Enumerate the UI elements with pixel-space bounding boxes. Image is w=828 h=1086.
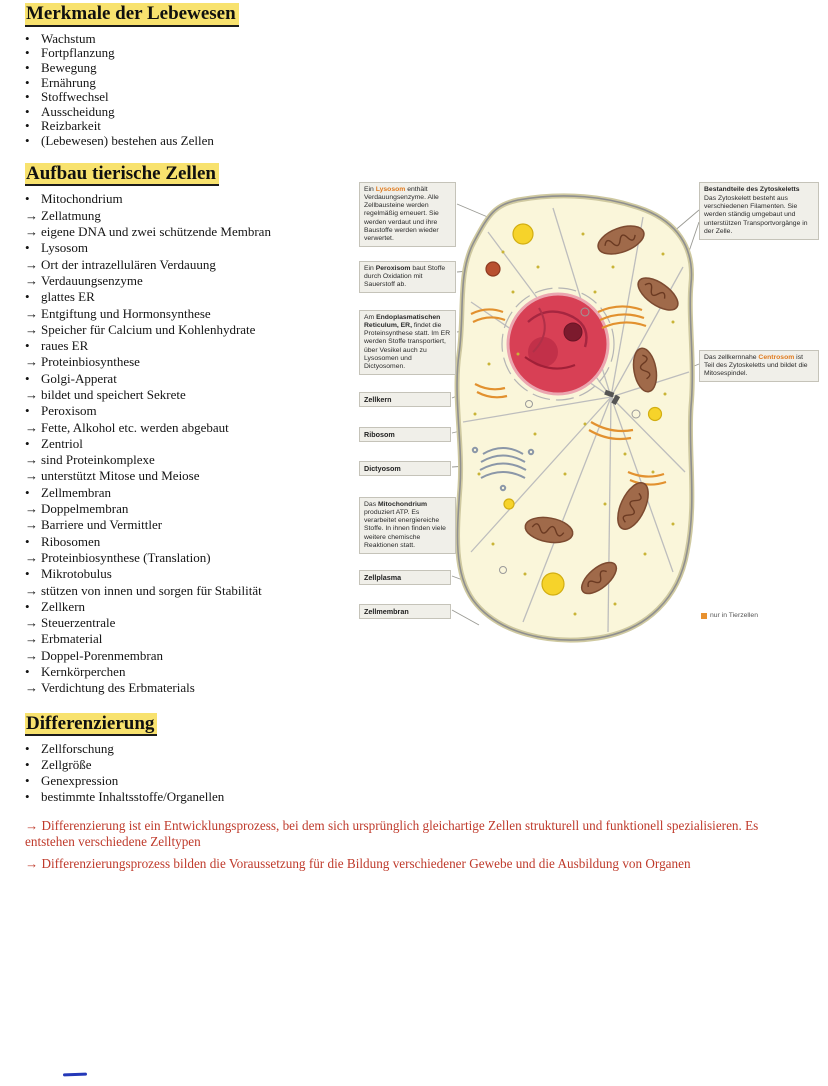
list-text: Genexpression xyxy=(41,773,119,789)
list-text: Verdauungsenzyme xyxy=(41,272,143,288)
nucleolus xyxy=(564,323,582,341)
note-paragraph: → Differenzierung ist ein Entwicklungsprozess, bei dem sich ursprünglich gleichartige Zellen strukturell und funktionell spezialisieren. Es entstehen verschiedene Zelltypen xyxy=(25,817,759,850)
list-marker: • xyxy=(25,133,30,148)
list-text: unterstützt Mitose und Meiose xyxy=(41,468,200,484)
label-lysosom xyxy=(359,182,456,247)
list-text: Zellatmung xyxy=(41,207,101,223)
pen-mark xyxy=(63,1073,87,1077)
diagram-legend xyxy=(701,612,758,619)
label-ribosom: Ribosom xyxy=(359,427,451,442)
list-text: Zentriol xyxy=(41,435,83,451)
section-title-merkmale: Merkmale der Lebewesen xyxy=(25,3,239,27)
peroxisom-term: Peroxisom xyxy=(375,265,411,272)
zytoskelett-term: Bestandteile des Zytoskeletts xyxy=(704,186,800,193)
list-item xyxy=(25,119,815,134)
list-item xyxy=(25,134,815,149)
list-marker: • xyxy=(25,788,30,804)
list-marker: → xyxy=(25,305,38,321)
list-marker: • xyxy=(25,598,30,614)
differenzierung-notes xyxy=(25,818,807,873)
list-text: Bewegung xyxy=(41,60,97,76)
list-marker: → xyxy=(25,207,38,223)
list-marker: → xyxy=(25,549,38,565)
list-text: Reizbarkeit xyxy=(41,118,101,134)
list-marker: • xyxy=(25,566,30,582)
list-text: Doppel-Porenmembran xyxy=(41,647,164,663)
mitochondrium-term: Mitochondrium xyxy=(377,501,428,508)
list-text: Verdichtung des Erbmaterials xyxy=(41,680,195,696)
list-marker: • xyxy=(25,60,30,76)
list-text: bildet und speichert Sekrete xyxy=(41,387,186,402)
list-item xyxy=(25,789,815,805)
list-text: Stoffwechsel xyxy=(41,89,109,105)
list-item xyxy=(25,741,815,757)
list-text: bestimmte Inhaltsstoffe/Organellen xyxy=(41,788,225,804)
list-marker: → xyxy=(25,419,38,435)
label-centrosom xyxy=(699,350,819,382)
list-text: Doppelmembran xyxy=(41,501,129,517)
legend-square-icon xyxy=(701,613,707,619)
list-text: stützen von innen und sorgen für Stabilität xyxy=(41,582,262,598)
list-marker: • xyxy=(25,289,30,305)
list-marker: • xyxy=(25,741,30,757)
list-text: Kernkörperchen xyxy=(41,664,126,680)
list-text: Entgiftung und Hormonsynthese xyxy=(41,305,211,321)
list-text: Lysosom xyxy=(41,240,88,256)
label-text: ist Teil des Zytoskeletts und bildet die Mitosespindel. xyxy=(704,354,808,378)
list-text: Proteinbiosynthese xyxy=(41,354,140,370)
list-marker: • xyxy=(25,45,30,61)
list-marker: • xyxy=(25,240,30,256)
list-text: Golgi-Apperat xyxy=(41,370,117,386)
list-text: Zellgröße xyxy=(41,757,92,773)
label-text: Ein xyxy=(364,265,376,272)
differenzierung-list xyxy=(25,741,815,804)
list-marker: → xyxy=(25,321,38,337)
label-er xyxy=(359,310,456,375)
section-title-aufbau: Aufbau tierische Zellen xyxy=(25,163,219,187)
label-text: enthält Verdauungsenzyme. Alle Zellbausteine werden regelmäßig erneuert. Sie werden verdaut und ihre Baustoffe werden wieder verwertet. xyxy=(364,186,439,242)
list-text: raues ER xyxy=(41,338,89,354)
list-text: (Lebewesen) bestehen aus Zellen xyxy=(41,133,214,148)
section-title-differenzierung: Differenzierung xyxy=(25,713,157,737)
list-text: Ribosomen xyxy=(41,533,101,549)
list-text: Wachstum xyxy=(41,30,96,46)
list-marker: → xyxy=(25,615,38,631)
list-text: Erbmaterial xyxy=(41,631,103,647)
list-marker: • xyxy=(25,191,30,207)
section-differenzierung xyxy=(25,713,815,873)
list-marker: • xyxy=(25,118,30,134)
centrosom-term: Centrosom xyxy=(758,354,795,361)
list-text: Ort der intrazellulären Verdauung xyxy=(41,256,216,272)
list-text: Peroxisom xyxy=(41,403,97,419)
list-marker: → xyxy=(25,224,38,240)
list-text: sind Proteinkomplexe xyxy=(41,452,155,468)
label-text: produziert ATP. Es verarbeitet energiereiche Stoffe. In ihnen finden viele weitere chemische Reaktionen statt. xyxy=(364,509,446,549)
list-marker: → xyxy=(25,452,38,468)
label-text: baut Stoffe durch Oxidation mit Sauerstoff ab. xyxy=(364,265,446,289)
list-text: Barriere und Vermittler xyxy=(41,517,163,533)
list-text: eigene DNA und zwei schützende Membran xyxy=(41,224,271,240)
list-marker: → xyxy=(25,387,38,402)
list-item xyxy=(25,32,815,47)
list-marker: • xyxy=(25,533,30,549)
note-paragraph: → Differenzierungsprozess bilden die Voraussetzung für die Bildung verschiedener Gewebe und die Ausbildung von Organen xyxy=(25,855,691,871)
list-item xyxy=(25,664,815,680)
merkmale-list xyxy=(25,32,815,149)
list-text: glattes ER xyxy=(41,289,95,305)
lysosom-term: Lysosom xyxy=(375,186,406,193)
list-text: Speicher für Calcium und Kohlenhydrate xyxy=(41,321,256,337)
label-zytoskelett xyxy=(699,182,819,240)
list-item xyxy=(25,680,815,696)
list-item xyxy=(25,90,815,105)
cell-diagram xyxy=(353,172,823,652)
list-marker: • xyxy=(25,773,30,789)
list-item xyxy=(25,773,815,789)
section-merkmale xyxy=(25,3,815,149)
label-zellkern: Zellkern xyxy=(359,392,451,407)
list-text: Zellmembran xyxy=(41,484,112,500)
label-text: Ein xyxy=(364,186,376,193)
list-marker: • xyxy=(25,30,30,46)
list-text: Fortpflanzung xyxy=(41,45,115,61)
list-item xyxy=(25,757,815,773)
list-marker: → xyxy=(25,517,38,533)
list-item xyxy=(25,46,815,61)
list-marker: • xyxy=(25,484,30,500)
list-text: Ernährung xyxy=(41,74,96,90)
list-marker: • xyxy=(25,435,30,451)
list-marker: • xyxy=(25,757,30,773)
list-text: Mikrotobulus xyxy=(41,566,112,582)
list-marker: → xyxy=(25,582,38,598)
label-text: Das zellkernnahe xyxy=(704,354,759,361)
label-text: Am xyxy=(364,314,377,321)
list-text: Zellforschung xyxy=(41,741,114,757)
label-zellplasma: Zellplasma xyxy=(359,570,451,585)
list-marker: • xyxy=(25,103,30,119)
er-term: Endoplasmatischen Reticulum, ER, xyxy=(364,314,441,330)
list-text: Ausscheidung xyxy=(41,103,115,119)
label-zellmembran: Zellmembran xyxy=(359,604,451,619)
list-marker: → xyxy=(25,272,38,288)
list-text: Fette, Alkohol etc. werden abgebaut xyxy=(41,419,229,435)
list-marker: • xyxy=(25,89,30,105)
list-marker: → xyxy=(25,468,38,484)
list-marker: • xyxy=(25,370,30,386)
list-marker: → xyxy=(25,256,38,272)
list-marker: • xyxy=(25,74,30,90)
list-text: Proteinbiosynthese (Translation) xyxy=(41,549,211,565)
list-item xyxy=(25,61,815,76)
list-marker: • xyxy=(25,664,30,680)
list-marker: → xyxy=(25,680,38,696)
list-marker: → xyxy=(25,647,38,663)
list-text: Zellkern xyxy=(41,598,86,614)
list-text: Mitochondrium xyxy=(41,191,123,207)
list-marker: → xyxy=(25,354,38,370)
label-text: findet die Proteinsynthese statt. Im ER werden Stoffe transportiert, über Vesikel auch zu Lysosomen und Dictyosomen. xyxy=(364,322,451,370)
label-dictyosom: Dictyosom xyxy=(359,461,451,476)
label-text: Das Zytoskelett besteht aus verschiedenen Filamenten. Sie werden ständig umgebaut und unterstützen Transportvorgänge in der Zelle. xyxy=(704,195,808,235)
label-peroxisom xyxy=(359,261,456,293)
list-marker: → xyxy=(25,501,38,517)
peroxisome xyxy=(486,262,500,276)
label-text: Das xyxy=(364,501,378,508)
list-marker: • xyxy=(25,338,30,354)
list-marker: • xyxy=(25,403,30,419)
list-marker: → xyxy=(25,631,38,647)
legend-text: nur in Tierzellen xyxy=(710,612,758,619)
list-text: Steuerzentrale xyxy=(41,615,116,631)
label-mitochondrium xyxy=(359,497,456,554)
list-item xyxy=(25,105,815,120)
list-item xyxy=(25,76,815,91)
